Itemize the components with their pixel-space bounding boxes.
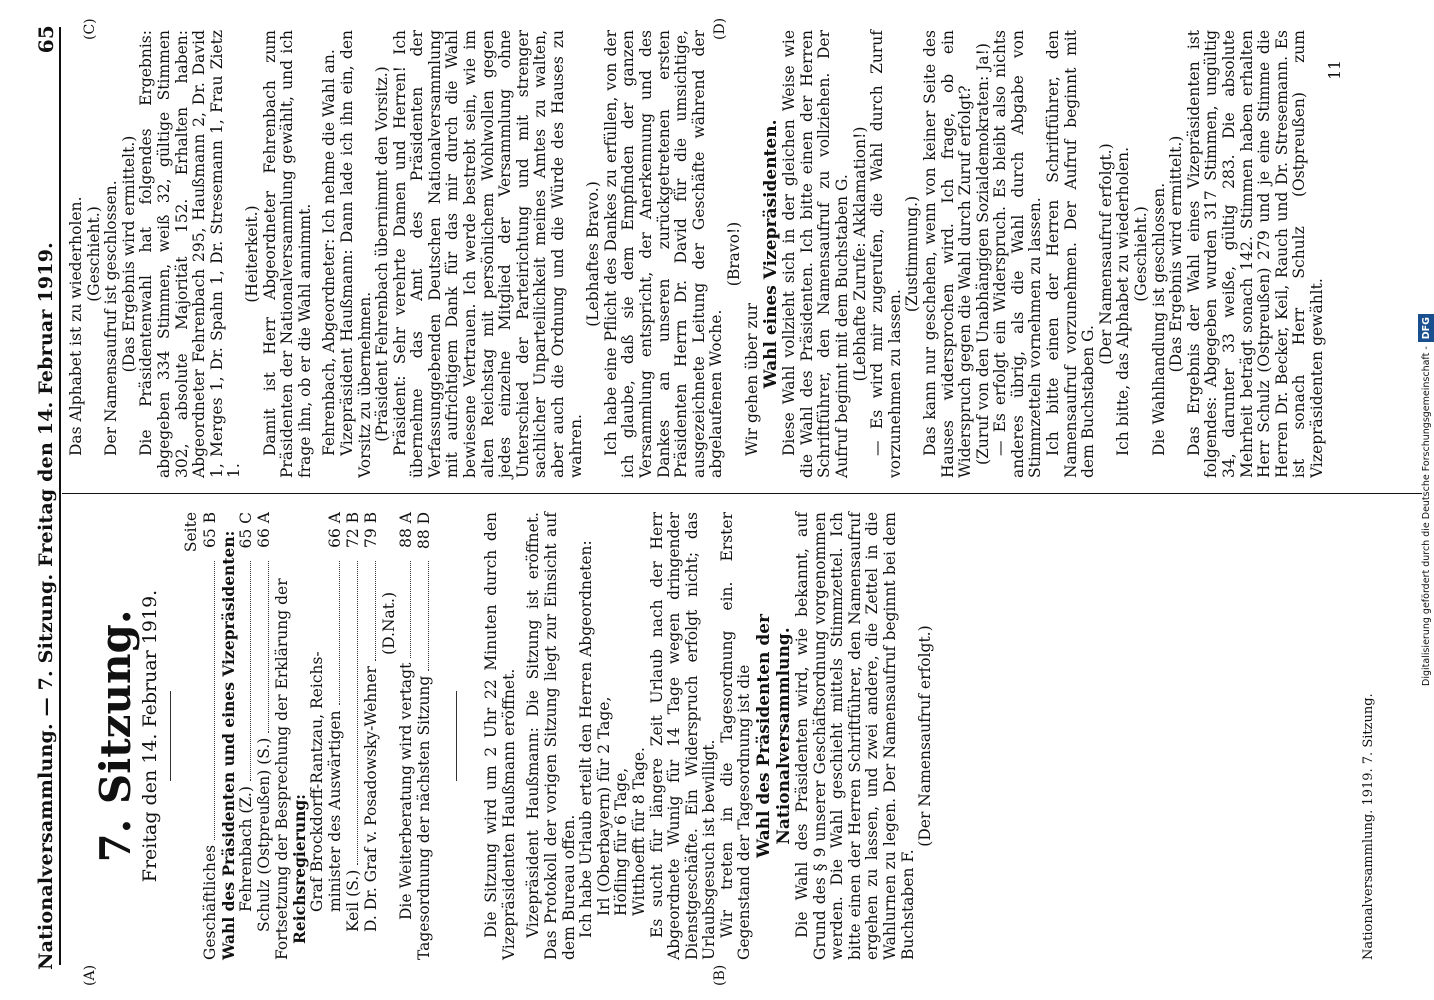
dfg-logo: DFG xyxy=(1418,314,1434,342)
column-divider xyxy=(62,493,1422,494)
toc-page-header: Seite xyxy=(181,512,200,553)
paragraph: Die Präsidentenwahl hat folgendes Ergebnis: abgegeben 334 Stimmen, weiß 32, gültige Stimmen 302, absolute Majorität 152. Erhalten haben: Abgeordneter Fehrenbach 295, Haußmann 2, Dr. David 1, Merges 1, Dr. Spahn 1, Dr. Stresemann 1, Frau Zietz 1. xyxy=(137,30,244,478)
toc-entry: Geschäftliches 65 B xyxy=(201,512,220,960)
header-rule xyxy=(59,27,61,965)
paragraph: Ich habe Urlaub erteilt den Herren Abgeordneten: xyxy=(577,540,596,938)
short-rule xyxy=(456,691,457,781)
signature-mark: 11 xyxy=(1325,60,1344,80)
margin-mark-a: (A) xyxy=(82,964,98,986)
toc-entry: Fehrenbach (Z.) 65 C xyxy=(236,512,255,912)
short-rule xyxy=(170,691,171,781)
paragraph: Irl (Oberbayern) für 2 Tage, xyxy=(594,696,613,916)
session-date: Freitag den 14. Februar 1919. xyxy=(139,589,161,883)
paragraph: Das kann nur geschehen, wenn von keiner Seite des Hauses widersprochen wird. Ich frage, ob ein Widerspruch gegen die Wahl durch Zuruf erfolgt? xyxy=(920,30,975,478)
paragraph: (Heiterkeit.) xyxy=(242,205,261,303)
session-title: 7. Sitzung. xyxy=(91,609,140,863)
paragraph: (Der Namensaufruf erfolgt.) xyxy=(916,625,935,847)
paragraph: (Zustimmung.) xyxy=(903,195,922,313)
toc-entry: Wahl des Präsidenten und eines Vizepräsidenten: xyxy=(219,530,239,960)
paragraph: Witthoefft für 8 Tage. xyxy=(629,747,648,916)
paragraph: (Bravo!) xyxy=(724,221,743,287)
paragraph: — Es erfolgt ein Widerspruch. Es bleibt also nichts anderes übrig, als die Wahl durch Abgabe von Stimmzetteln vornehmen zu lassen. xyxy=(991,30,1045,478)
paragraph: — Es wird mir zugerufen, die Wahl durch Zuruf vorzunehmen zu lassen. xyxy=(868,30,904,478)
header-title: Nationalversammlung. — 7. Sitzung. Freitag den 14. Februar 1919. xyxy=(35,242,57,970)
section-heading: Wahl eines Vizepräsidenten. xyxy=(761,119,782,389)
paragraph: Es sucht für längere Zeit Urlaub nach der Herr Abgeordnete Wunig für 14 Tage wegen dringender Dienstgeschäfte. Ein Widerspruch erfolgt nicht; das Urlaubsgesuch ist bewilligt. xyxy=(647,512,719,960)
toc-entry: Die Weiterberatung wird vertagt 88 A xyxy=(397,512,416,920)
paragraph: Wir gehen über zur xyxy=(742,302,761,456)
left-column xyxy=(68,512,935,960)
paragraph: Ich habe eine Pflicht des Dankes zu erfüllen, von der ich glaube, daß sie dem Empfinden der ganzen Versammlung entspricht, der Anerkennung und des Dankes an unseren zurückgetretenen ersten Präsidenten Herrn Dr. David für die umsichtige, ausgezeichnete Leitung der Geschäfte während der abgelaufenen Woche. xyxy=(601,30,726,478)
paragraph: Die Wahl des Präsidenten wird, wie bekannt, auf Grund des § 9 unserer Geschäftsordnung vorgenommen werden. Die Wahl geschieht mittels Stimmzettel. Ich bitte einen der Herren Schriftführer, den Namensaufruf ergehen zu lassen, und zwei andere, die Zettel in die Wahlurnen zu legen. Der Namensaufruf beginnt bei dem Buchstaben F. xyxy=(793,512,917,960)
paragraph: (Lebhaftes Bravo.) xyxy=(584,181,603,327)
paragraph: (Lebhafte Zurufe: Akklamation!) xyxy=(850,126,869,382)
paragraph: Damit ist Herr Abgeordneter Fehrenbach zum Präsidenten der Nationalversammlung gewählt, und ich frage ihn, ob er die Wahl annimmt. xyxy=(260,30,314,478)
toc-entry: (D.Nat.) xyxy=(379,592,398,655)
paragraph: Vizepräsident Haußmann: Dann lade ich ihn ein, den Vorsitz zu übernehmen. xyxy=(337,30,374,478)
toc-entry: D. Dr. Graf v. Posadowsky-Wehner 79 B xyxy=(361,512,380,932)
paragraph: Der Namensaufruf ist geschlossen. xyxy=(102,180,121,456)
paragraph: (Präsident Fehrenbach übernimmt den Vorsitz.) xyxy=(373,66,392,442)
paragraph: Die Sitzung wird um 2 Uhr 22 Minuten durch den Vizepräsidenten Haußmann eröffnet. xyxy=(482,512,518,960)
margin-mark-d: (D) xyxy=(712,17,728,40)
toc-entry: Fortsetzung der Besprechung der Erklärung der xyxy=(272,578,291,960)
margin-mark-b: (B) xyxy=(712,964,728,986)
paragraph: Das Ergebnis der Wahl eines Vizepräsidenten ist folgendes: Abgegeben wurden 317 Stimmen, ungültig 34, darunter 33 weiße, gültig 283. Die absolute Mehrheit beträgt sonach 142. Stimmen haben erhalten Herr Schulz (Ostpreußen) 279 und je eine Stimme die Herren Dr. Becker, Keil, Rauch und Dr. Stresemann. Es ist sonach Herr Schulz (Ostpreußen) zum Vizepräsidenten gewählt. xyxy=(1184,30,1326,478)
section-heading: Wahl des Präsidenten der Nationalversammlung. xyxy=(754,614,795,859)
paragraph: Die Wahlhandlung ist geschlossen. xyxy=(1149,182,1168,456)
paragraph: Vizepräsident Haußmann: Die Sitzung ist eröffnet. Das Protokoll der vorigen Sitzung liegt zur Einsicht auf dem Bureau offen. xyxy=(524,512,578,960)
right-column xyxy=(68,30,1344,478)
paragraph: Höfling für 6 Tage, xyxy=(612,767,631,916)
paragraph: (Der Namensaufruf erfolgt.) xyxy=(1096,143,1115,365)
table-of-contents xyxy=(202,512,434,960)
toc-entry: Reichsregierung: xyxy=(290,794,310,944)
toc-entry: Graf Brockdorff-Rantzau, Reichs- xyxy=(307,651,326,912)
digitization-note: Digitalisierung gefördert durch die Deutsche Forschungsgemeinschaft -DFG xyxy=(1418,0,1434,1000)
toc-entry: Tagesordnung der nächsten Sitzung 88 D xyxy=(415,512,434,960)
toc-entry: Schulz (Ostpreußen) (S.) 66 A xyxy=(254,512,273,932)
toc-entry: minister des Auswärtigen 66 A xyxy=(325,512,344,912)
paragraph: Das Alphabet ist zu wiederholen. xyxy=(67,196,85,456)
paragraph: (Das Ergebnis wird ermittelt.) xyxy=(119,135,138,373)
paragraph: Wir treten in die Tagesordnung ein. Erster Gegenstand der Tagesordnung ist die xyxy=(717,512,754,960)
toc-entry: Keil (S.) 72 B xyxy=(343,512,362,932)
margin-mark-c: (C) xyxy=(82,18,98,40)
paragraph: Fehrenbach, Abgeordneter: Ich nehme die Wahl an. xyxy=(320,49,339,456)
paragraph: Diese Wahl vollzieht sich in der gleichen Weise wie die Wahl des Präsidenten. Ich bitte einen der Herren Schriftführer, den Namensaufruf zu vollziehen. Der Aufruf beginnt mit dem Buchstaben G. xyxy=(780,30,851,478)
paragraph: (Zuruf von den Unabhängigen Sozialdemokraten: Ja!) xyxy=(973,43,992,465)
page-number: 65 xyxy=(34,25,58,54)
page-footer: Nationalversammlung. 1919. 7. Sitzung. xyxy=(1361,693,1376,960)
paragraph: (Geschieht.) xyxy=(1132,206,1151,302)
paragraph: Präsident: Sehr verehrte Damen und Herren! Ich übernehme das Amt des Präsidenten der Verfassunggebenden Deutschen Nationalversammlung mit aufrichtigem Dank für das mir durch die Wahl bewiesene Vertrauen. Ich werde bestrebt sein, wie im alten Reichstag mit persönlichem Wohlwollen gegen jedes einzelne Mitglied der Versammlung ohne Unterschied der Parteirichtung und mit strenger sachlicher Unparteilichkeit meines Amtes zu walten, aber auch die Ordnung und die Würde des Hauses zu wahren. xyxy=(390,30,585,478)
paragraph: (Geschieht.) xyxy=(84,206,103,302)
paragraph: Ich bitte, das Alphabet zu wiederholen. xyxy=(1114,146,1133,456)
paragraph: Ich bitte einen der Herren Schriftführer, den Namensaufruf vorzunehmen. Der Aufruf beginnt mit dem Buchstaben G. xyxy=(1044,30,1098,478)
paragraph: (Das Ergebnis wird ermittelt.) xyxy=(1167,135,1186,373)
